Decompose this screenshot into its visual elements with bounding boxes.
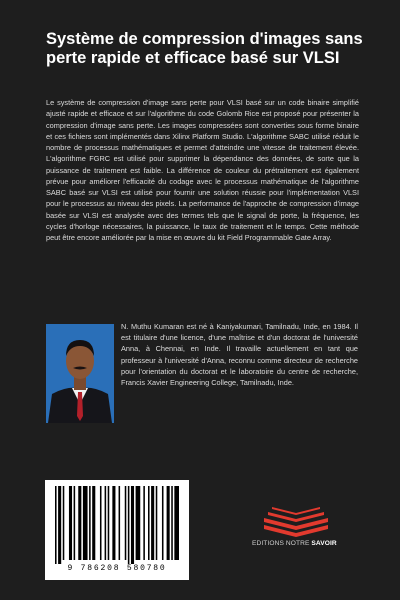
barcode-bar: [112, 486, 115, 560]
publisher-suffix: SAVOIR: [311, 540, 337, 547]
barcode-bar: [174, 486, 179, 560]
barcode-bar: [55, 486, 57, 564]
barcode-bar: [136, 486, 141, 560]
barcode-bar: [108, 486, 110, 560]
barcode-bar: [89, 486, 91, 560]
barcode-bar: [100, 486, 102, 560]
barcode-bar: [83, 486, 88, 560]
barcode-bar: [162, 486, 164, 560]
barcode-bar: [74, 486, 76, 560]
barcode-bar: [125, 486, 127, 560]
barcode-bar: [131, 486, 134, 564]
barcode-bar: [156, 486, 158, 560]
barcode-bar: [167, 486, 170, 560]
publisher-logo-icon: [256, 503, 336, 545]
barcode-bar: [143, 486, 145, 560]
author-photo: [46, 324, 114, 423]
barcode-bar: [92, 486, 95, 560]
barcode-bar: [78, 486, 81, 560]
isbn-barcode: [45, 480, 189, 580]
barcode-bar: [58, 486, 61, 564]
barcode-bar: [151, 486, 154, 560]
barcode-bar: [63, 486, 65, 560]
author-bio: N. Muthu Kumaran est né à Kaniyakumari, Tamilnadu, Inde, en 1984. Il est titulaire d'une licence, d'une maîtrise et d'un doctorat de l'université Anna, à Chennai, en Inde. Il travaille actuellement en tant que professeur à l'université d'Anna, reconnu comme directeur de recherche pour l'orientation du doctorat et le laboratoire du centre de recherche, Francis Xavier Engineering College, Tamilnadu, Inde.: [121, 322, 358, 388]
barcode-bar: [119, 486, 121, 560]
isbn-number: 9 786208 580780: [67, 564, 167, 573]
publisher-name: [252, 540, 352, 547]
barcode-bar: [105, 486, 107, 560]
barcode-bar: [148, 486, 150, 560]
barcode-bar: [128, 486, 130, 564]
publisher-prefix: EDITIONS NOTRE: [252, 540, 310, 547]
book-title: Système de compression d'images sans perte rapide et efficace basé sur VLSI: [46, 30, 363, 67]
barcode-bar: [69, 486, 72, 560]
barcode-bar: [171, 486, 173, 560]
book-description: Le système de compression d'image sans perte pour VLSI basé sur un code binaire simplifié ajusté rapide et efficace et sur l'algorithme du code Golomb Rice est proposé pour présenter la compression d'image sans perte. Les images compressées sont converties sous forme binaire et ces fichiers sont implémentés dans Xilinx Platform Studio. L'algorithme SABC utilisé réduit le nombre de processus mathématiques et permet d'atteindre une vitesse de traitement élevée. L'algorithme FGRC est utilisé pour supprimer la dépendance des données, de sorte que la puissance de traitement est faible. La différence de couleur du prétraitement est également prévue pour améliorer l'efficacité du codage avec le processus mathématique de l'algorithme SABC basé sur VLSI est utilisé pour fournir une solution réussie pour l'implémentation VLSI pour le processus au niveau des pixels. La performance de l'approche de compression d'image basée sur VLSI est analysée avec des termes tels que le signal de porte, la fréquence, les cycles d'horloge nécessaires, la puissance, le taux de traitement et le temps. Cette méthode peut être encore améliorée par la mise en œuvre du kit Field Programmable Gate Array.: [46, 98, 359, 242]
